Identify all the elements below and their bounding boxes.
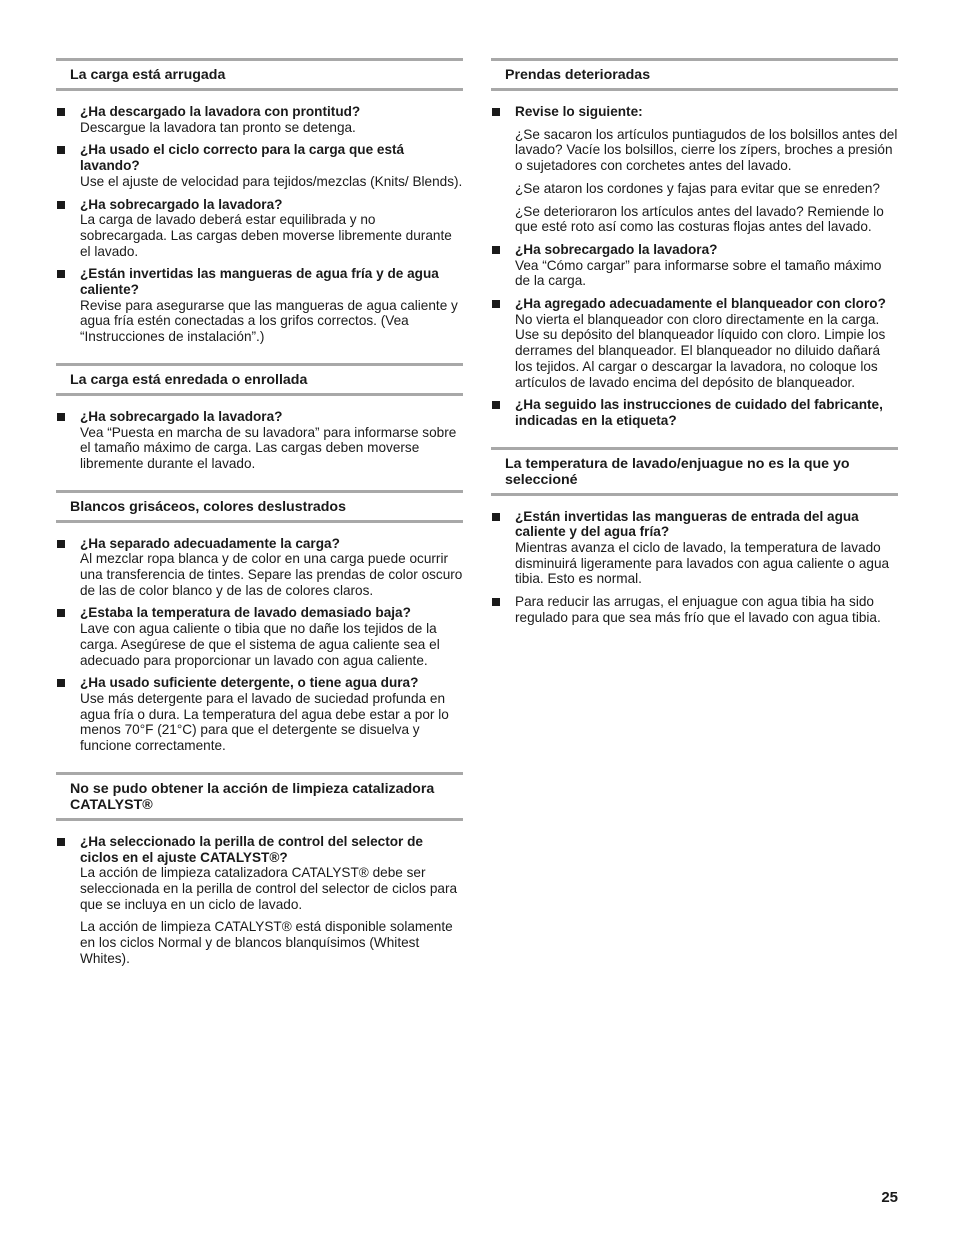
question: ¿Ha seguido las instrucciones de cuidado del fabricante, indicadas en la etiqueta? (515, 397, 883, 428)
right-column (491, 58, 898, 644)
section-heading: La carga está arrugada (56, 58, 463, 91)
square-bullet-icon (57, 108, 65, 116)
list-item (491, 397, 898, 428)
left-column (56, 58, 463, 984)
list-item (56, 409, 463, 472)
list-item (491, 242, 898, 289)
answer: Use el ajuste de velocidad para tejidos/mezclas (Knits/ Blends). (80, 173, 463, 189)
section-heading: Prendas deterioradas (491, 58, 898, 91)
answer: Vea “Puesta en marcha de su lavadora” para informarse sobre el tamaño máximo de carga. Las cargas deben moverse libremente durante el lavado. (80, 424, 457, 471)
square-bullet-icon (57, 679, 65, 687)
section-damaged-garments (491, 58, 898, 429)
question: ¿Están invertidas las mangueras de entrada del agua caliente y del agua fría? (515, 508, 859, 540)
plain-text: Para reducir las arrugas, el enjuague con agua tibia ha sido regulado para que sea más frío que el lavado con agua tibia. (515, 594, 881, 625)
section-wrinkled-load (56, 58, 463, 345)
question: ¿Estaba la temperatura de lavado demasiado baja? (80, 605, 411, 621)
page-number: 25 (881, 1189, 898, 1206)
square-bullet-icon (57, 609, 65, 617)
answer: Lave con agua caliente o tibia que no dañe los tejidos de la carga. Asegúrese de que el sistema de agua caliente sea el adecuado para proporcionar un lavado con agua caliente. (80, 621, 440, 668)
question: ¿Están invertidas las mangueras de agua fría y de agua caliente? (80, 266, 439, 298)
question: ¿Ha descargado la lavadora con prontitud? (80, 104, 361, 119)
list-item (491, 509, 898, 588)
square-bullet-icon (492, 300, 500, 308)
square-bullet-icon (57, 413, 65, 421)
square-bullet-icon (57, 540, 65, 548)
square-bullet-icon (57, 146, 65, 154)
answer: Descargue la lavadora tan pronto se detenga. (80, 119, 356, 135)
question: ¿Ha agregado adecuadamente el blanqueador con cloro? (515, 296, 886, 312)
section-heading: No se pudo obtener la acción de limpieza catalizadora CATALYST® (56, 772, 463, 821)
section-heading: Blancos grisáceos, colores deslustrados (56, 490, 463, 523)
square-bullet-icon (57, 270, 65, 278)
square-bullet-icon (492, 108, 500, 116)
section-tangled-load (56, 363, 463, 472)
square-bullet-icon (492, 401, 500, 409)
check-paragraph: ¿Se sacaron los artículos puntiagudos de los bolsillos antes del lavado? Vacíe los bolsillos, cierre los zípers, broches a presión o sujetadores con corchetes antes del lavado. (515, 126, 898, 174)
list-item (56, 834, 463, 967)
square-bullet-icon (492, 598, 500, 606)
answer: Revise para asegurarse que las mangueras de agua caliente y agua fría estén conectadas a los grifos correctos. (Vea “Instrucciones de instalación”.) (80, 297, 458, 345)
list-item (491, 594, 898, 625)
question: ¿Ha seleccionado la perilla de control del selector de ciclos en el ajuste CATALYST®? (80, 833, 423, 865)
section-wash-temperature (491, 447, 898, 626)
answer: Al mezclar ropa blanca y de color en una carga puede ocurrir una transferencia de tintes. Separe las prendas de color oscuro de las de color blanco y de las de colores claros. (80, 551, 463, 598)
section-gray-whites (56, 490, 463, 754)
list-item (56, 197, 463, 260)
square-bullet-icon (492, 513, 500, 521)
question: ¿Ha sobrecargado la lavadora? (515, 241, 718, 257)
square-bullet-icon (57, 201, 65, 209)
question: ¿Ha usado el ciclo correcto para la carga que está lavando? (80, 142, 405, 174)
section-catalyst (56, 772, 463, 967)
answer: La carga de lavado deberá estar equilibrada y no sobrecargada. Las cargas deben moverse libremente durante el lavado. (80, 212, 452, 259)
question: ¿Ha sobrecargado la lavadora? (80, 196, 283, 212)
section-heading: La temperatura de lavado/enjuague no es la que yo seleccioné (491, 447, 898, 496)
square-bullet-icon (57, 838, 65, 846)
answer-extra: La acción de limpieza CATALYST® está disponible solamente en los ciclos Normal y de blancos blanquísimos (Whitest Whites). (80, 919, 453, 966)
list-item (491, 296, 898, 390)
question: Revise lo siguiente: (515, 104, 643, 119)
list-item (56, 142, 463, 189)
answer: Use más detergente para el lavado de suciedad profunda en agua fría o dura. La temperatura del agua debe estar a por lo menos 70°F (21°C) para que el detergente se disuelva y funcione correctamente. (80, 690, 449, 754)
answer: Mientras avanza el ciclo de lavado, la temperatura de lavado disminuirá ligeramente para lavados con agua caliente o agua tibia. Esto es normal. (515, 540, 890, 587)
check-paragraph: ¿Se deterioraron los artículos antes del lavado? Remiende lo que esté roto así como las costuras flojas antes del lavado. (515, 203, 884, 235)
question: ¿Ha separado adecuadamente la carga? (80, 535, 340, 551)
list-item (56, 266, 463, 345)
question: ¿Ha usado suficiente detergente, o tiene agua dura? (80, 675, 419, 691)
list-item (56, 675, 463, 754)
answer: Vea “Cómo cargar” para informarse sobre el tamaño máximo de la carga. (515, 257, 882, 289)
answer: La acción de limpieza catalizadora CATALYST® debe ser seleccionada en la perilla de control del selector de ciclos para que se incluya en un ciclo de lavado. (80, 865, 458, 912)
question: ¿Ha sobrecargado la lavadora? (80, 408, 283, 424)
list-item (56, 536, 463, 599)
section-heading: La carga está enredada o enrollada (56, 363, 463, 396)
check-paragraph: ¿Se ataron los cordones y fajas para evitar que se enreden? (515, 180, 880, 196)
list-item (56, 104, 463, 135)
answer: No vierta el blanqueador con cloro directamente en la carga. Use su depósito del blanqueador líquido con cloro. Limpie los derrames del blanqueador. El blanqueador no diluido dañará los tejidos. Al cargar o descargar la lavadora, no coloque los artículos de lavado encima del depósito de blanqueador. (515, 311, 886, 390)
square-bullet-icon (492, 246, 500, 254)
list-item (56, 605, 463, 668)
list-item (491, 104, 898, 235)
